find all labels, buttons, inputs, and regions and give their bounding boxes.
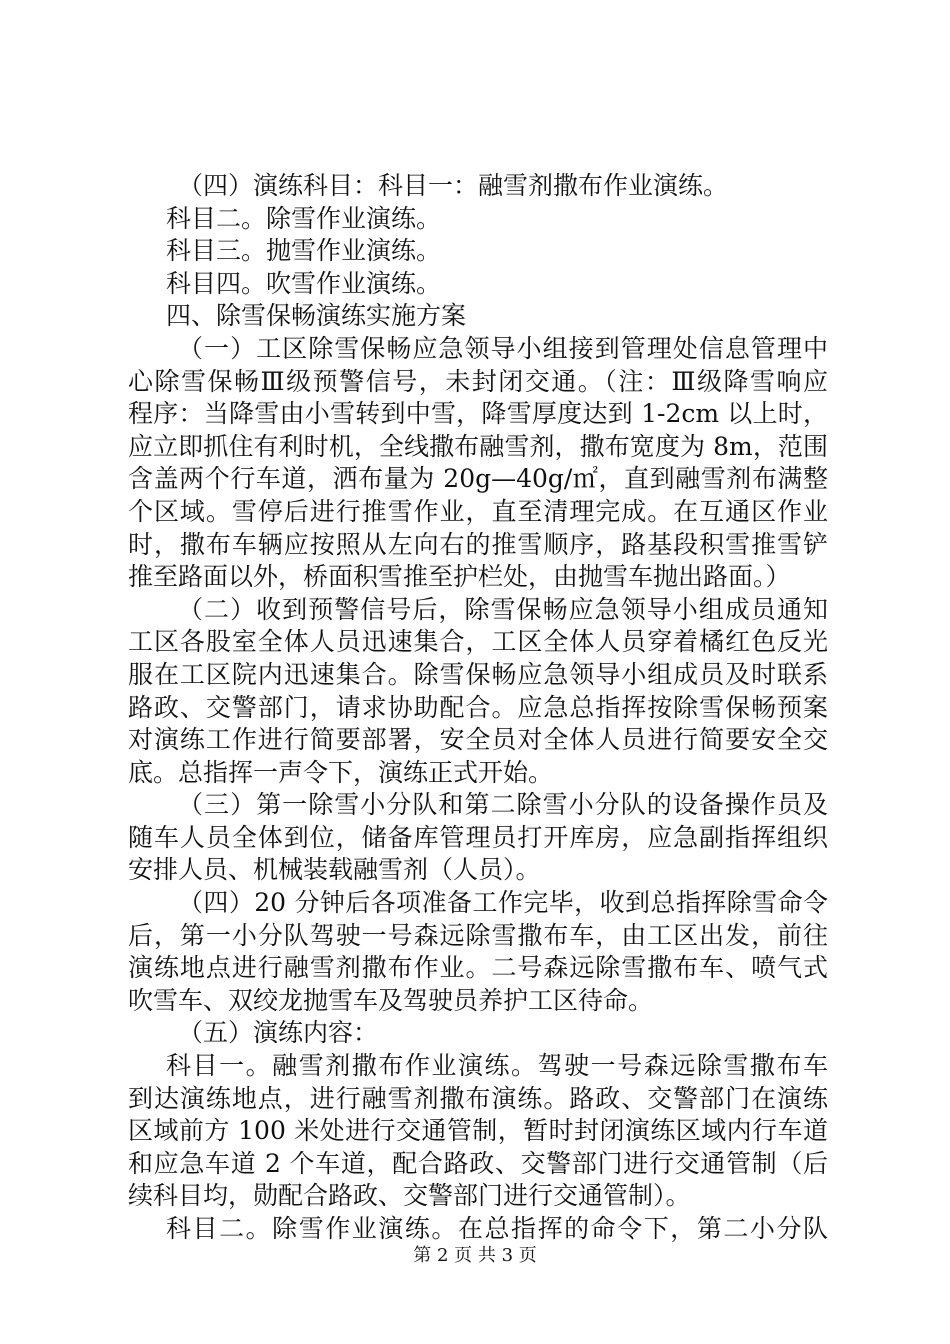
paragraph-line: 时，撒布车辆应按照从左向右的推雪顺序，路基段积雪推雪铲 xyxy=(128,529,828,559)
paragraph-line: （四）20 分钟后各项准备工作完毕，收到总指挥除雪命令 xyxy=(178,888,828,918)
paragraph-line: 应立即抓住有利时机，全线撒布融雪剂，撒布宽度为 8m，范围 xyxy=(128,431,828,461)
paragraph-line: （三）第一除雪小分队和第二除雪小分队的设备操作员及 xyxy=(178,790,828,820)
paragraph-line: 路政、交警部门，请求协助配合。应急总指挥按除雪保畅预案 xyxy=(128,692,828,722)
paragraph-line: 科目一。融雪剂撒布作业演练。驾驶一号森远除雪撒布车 xyxy=(166,1051,828,1081)
document-body xyxy=(128,170,828,1246)
paragraph-line: 服在工区院内迅速集合。除雪保畅应急领导小组成员及时联系 xyxy=(128,659,828,689)
paragraph-line: 四、除雪保畅演练实施方案 xyxy=(166,301,467,331)
paragraph-line: 后，第一小分队驾驶一号森远除雪撒布车，由工区出发，前往 xyxy=(128,920,828,950)
paragraph-line: 个区域。雪停后进行推雪作业，直至清理完成。在互通区作业 xyxy=(128,496,828,526)
paragraph-line: 到达演练地点，进行融雪剂撒布演练。路政、交警部门在演练 xyxy=(128,1083,828,1113)
page-footer: 第 2 页 共 3 页 xyxy=(413,1245,537,1266)
paragraph-line: 续科目均，勋配合路政、交警部门进行交通管制）。 xyxy=(128,1181,691,1211)
paragraph-line: 推至路面以外，桥面积雪推至护栏处，由抛雪车抛出路面。） xyxy=(128,562,791,592)
paragraph-line: 科目二。除雪作业演练。 xyxy=(166,203,442,233)
paragraph-line: 科目二。除雪作业演练。在总指挥的命令下，第二小分队 xyxy=(166,1214,828,1243)
paragraph-line: 对演练工作进行简要部署，安全员对全体人员进行简要安全交 xyxy=(128,725,828,755)
paragraph-line: （五）演练内容： xyxy=(178,1018,379,1048)
paragraph-line: 含盖两个行车道，洒布量为 20g—40g/㎡，直到融雪剂布满整 xyxy=(128,464,828,494)
paragraph-line: 和应急车道 2 个车道，配合路政、交警部门进行交通管制（后 xyxy=(128,1148,828,1178)
paragraph-line: 演练地点进行融雪剂撒布作业。二号森远除雪撒布车、喷气式 xyxy=(128,953,828,983)
paragraph-line: 科目三。抛雪作业演练。 xyxy=(166,236,442,266)
paragraph-line: 吹雪车、双绞龙抛雪车及驾驶员养护工区待命。 xyxy=(128,985,654,1015)
paragraph-line: 工区各股室全体人员迅速集合，工区全体人员穿着橘红色反光 xyxy=(128,627,828,657)
paragraph-line: 科目四。吹雪作业演练。 xyxy=(166,268,442,298)
paragraph-line: 安排人员、机械装载融雪剂（人员）。 xyxy=(128,855,541,885)
paragraph-line: （二）收到预警信号后，除雪保畅应急领导小组成员通知 xyxy=(178,594,828,624)
paragraph-line: 程序：当降雪由小雪转到中雪，降雪厚度达到 1-2cm 以上时， xyxy=(128,399,828,429)
paragraph-line: 区域前方 100 米处进行交通管制，暂时封闭演练区域内行车道 xyxy=(128,1116,828,1146)
paragraph-line: 底。总指挥一声令下，演练正式开始。 xyxy=(128,757,554,787)
paragraph-line: （四）演练科目：科目一：融雪剂撒布作业演练。 xyxy=(178,171,729,200)
paragraph-line: （一）工区除雪保畅应急领导小组接到管理处信息管理中 xyxy=(178,333,828,363)
paragraph-line: 心除雪保畅Ⅲ级预警信号，未封闭交通。（注：Ⅲ级降雪响应 xyxy=(128,366,828,396)
paragraph-line: 随车人员全体到位，储备库管理员打开库房，应急副指挥组织 xyxy=(128,822,828,852)
